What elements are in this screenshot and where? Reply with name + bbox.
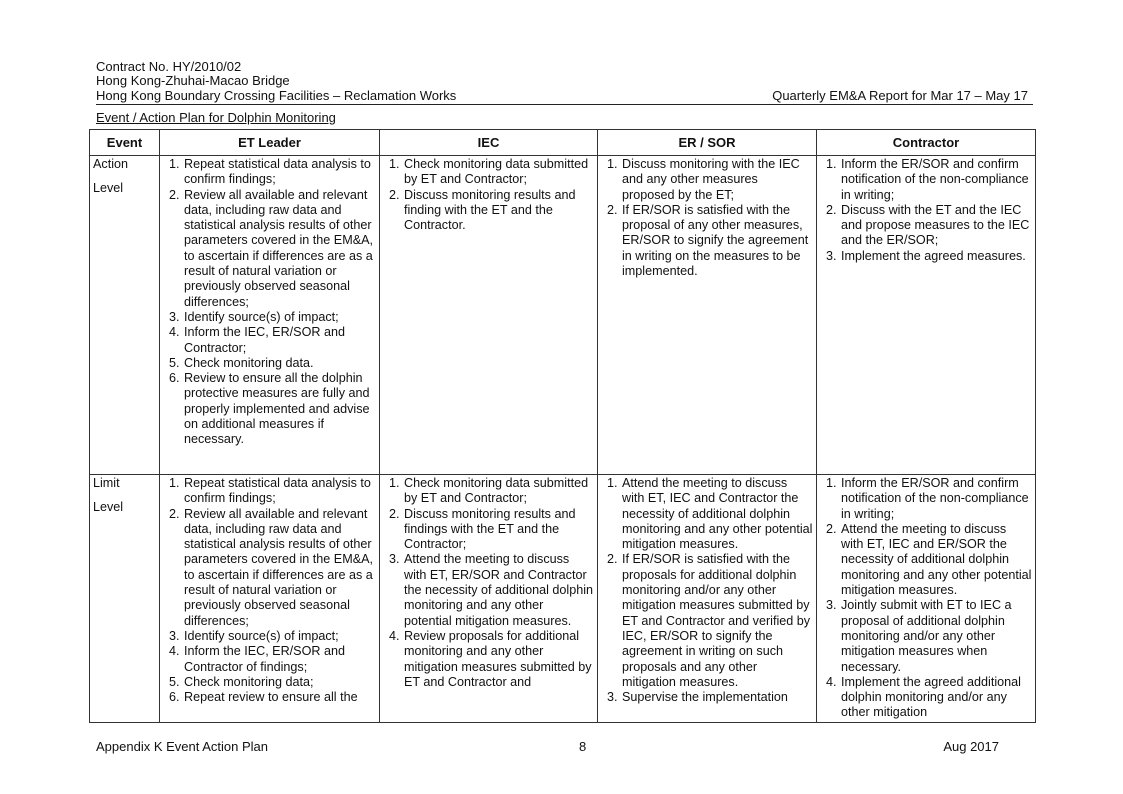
footer-date: Aug 2017	[943, 739, 999, 754]
er-sor-cell	[598, 156, 817, 475]
list-item: 3. Jointly submit with ET to IEC a proposal of additional dolphin monitoring and/or any other mitigation measures when necessary.	[840, 598, 1032, 674]
table-row-action-level	[90, 156, 1036, 475]
iec-cell	[380, 156, 598, 475]
column-header-event: Event	[90, 130, 160, 156]
list-item: 1. Inform the ER/SOR and confirm notification of the non-compliance in writing;	[840, 476, 1032, 522]
list-item: 1. Discuss monitoring with the IEC and any other measures proposed by the ET;	[621, 157, 813, 203]
list-item: 4. Inform the IEC, ER/SOR and Contractor of findings;	[183, 644, 376, 675]
list-item: 2. If ER/SOR is satisfied with the proposal of any other measures, ER/SOR to signify the agreement in writing on the measures to be implemented.	[621, 203, 813, 279]
column-header-iec: IEC	[380, 130, 598, 156]
column-header-et-leader: ET Leader	[160, 130, 380, 156]
list-item: 1. Repeat statistical data analysis to confirm findings;	[183, 157, 376, 188]
list-item: 3. Identify source(s) of impact;	[183, 629, 376, 644]
list-item: 4. Inform the IEC, ER/SOR and Contractor;	[183, 325, 376, 356]
contract-number: Contract No. HY/2010/02	[96, 59, 242, 74]
list-item: 5. Check monitoring data;	[183, 675, 376, 690]
list-item: 3. Attend the meeting to discuss with ET, ER/SOR and Contractor the necessity of additional dolphin monitoring and any other potential mitigation measures.	[403, 552, 594, 628]
et-leader-cell	[160, 475, 380, 723]
list-item: 4. Review proposals for additional monitoring and any other mitigation measures submitted by ET and Contractor and	[403, 629, 594, 690]
list-item: 3. Supervise the implementation	[621, 690, 813, 705]
list-item: 1. Check monitoring data submitted by ET and Contractor;	[403, 157, 594, 188]
et-leader-cell	[160, 156, 380, 475]
event-label: Level	[93, 181, 124, 196]
table-row-limit-level	[90, 475, 1036, 723]
list-item: 5. Check monitoring data.	[183, 356, 376, 371]
er-sor-cell	[598, 475, 817, 723]
contractor-cell	[817, 156, 1036, 475]
event-cell	[90, 475, 160, 723]
list-item: 1. Repeat statistical data analysis to confirm findings;	[183, 476, 376, 507]
list-item: 4. Implement the agreed additional dolphin monitoring and/or any other mitigation	[840, 675, 1032, 721]
project-name: Hong Kong-Zhuhai-Macao Bridge	[96, 73, 290, 88]
iec-cell	[380, 475, 598, 723]
contractor-cell	[817, 475, 1036, 723]
table-header-row	[90, 130, 1036, 156]
list-item: 1. Check monitoring data submitted by ET and Contractor;	[403, 476, 594, 507]
report-title: Quarterly EM&A Report for Mar 17 – May 17	[772, 88, 1028, 103]
list-item: 2. If ER/SOR is satisfied with the proposals for additional dolphin monitoring and/or any other mitigation measures submitted by ET and Contractor and verified by IEC, ER/SOR to signify the agreement in writing on such proposals and any other mitigation measures.	[621, 552, 813, 690]
header-divider	[96, 104, 1033, 105]
list-item: 1. Inform the ER/SOR and confirm notification of the non-compliance in writing;	[840, 157, 1032, 203]
list-item: 3. Identify source(s) of impact;	[183, 310, 376, 325]
list-item: 2. Discuss monitoring results and finding with the ET and the Contractor.	[403, 188, 594, 234]
list-item: 2. Review all available and relevant data, including raw data and statistical analysis results of other parameters covered in the EM&A, to ascertain if differences are as a result of natural variation or previously observed seasonal differences;	[183, 507, 376, 629]
list-item: 2. Review all available and relevant data, including raw data and statistical analysis results of other parameters covered in the EM&A, to ascertain if differences are as a result of natural variation or previously observed seasonal differences;	[183, 188, 376, 310]
event-label: Action	[93, 157, 129, 171]
event-action-table	[89, 129, 1036, 723]
event-cell	[90, 156, 160, 475]
works-name: Hong Kong Boundary Crossing Facilities – Reclamation Works	[96, 88, 457, 103]
list-item: 2. Discuss monitoring results and findings with the ET and the Contractor;	[403, 507, 594, 553]
list-item: 2. Attend the meeting to discuss with ET, IEC and ER/SOR the necessity of additional dolphin monitoring and any other potential mitigation measures.	[840, 522, 1032, 598]
column-header-contractor: Contractor	[817, 130, 1036, 156]
event-label: Level	[93, 500, 124, 515]
event-label: Limit	[93, 476, 120, 490]
list-item: 1. Attend the meeting to discuss with ET, IEC and Contractor the necessity of additional dolphin monitoring and any other potential mitigation measures.	[621, 476, 813, 552]
section-title: Event / Action Plan for Dolphin Monitoring	[96, 110, 336, 125]
list-item: 3. Implement the agreed measures.	[840, 249, 1032, 264]
column-header-er-sor: ER / SOR	[598, 130, 817, 156]
footer-appendix-title: Appendix K Event Action Plan	[96, 739, 269, 754]
list-item: 2. Discuss with the ET and the IEC and propose measures to the IEC and the ER/SOR;	[840, 203, 1032, 249]
list-item: 6. Repeat review to ensure all the	[183, 690, 376, 705]
page-number: 8	[579, 739, 587, 754]
list-item: 6. Review to ensure all the dolphin protective measures are fully and properly implemented and advise on additional measures if necessary.	[183, 371, 376, 447]
